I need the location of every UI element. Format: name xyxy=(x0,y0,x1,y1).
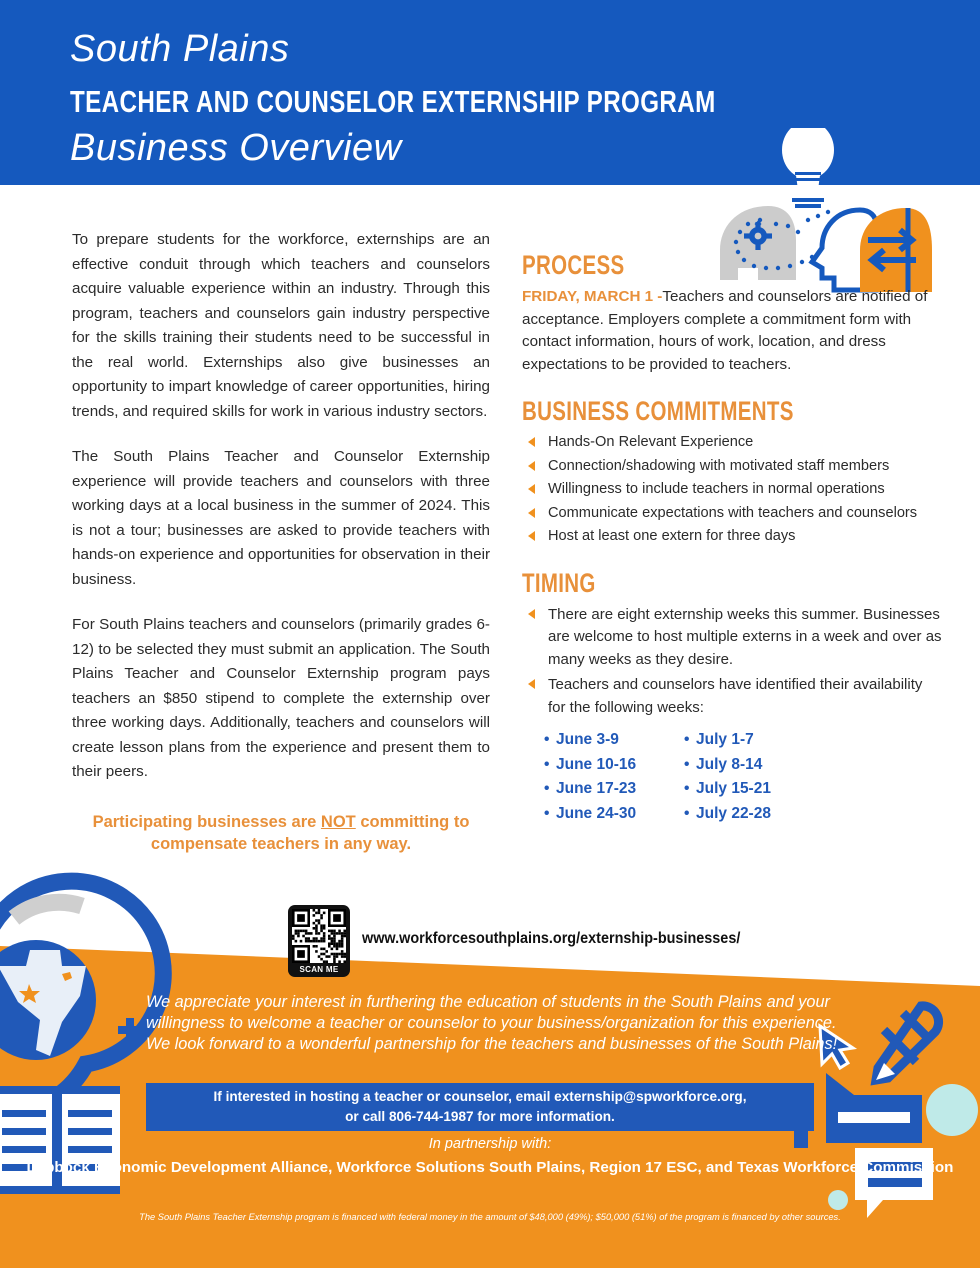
week-bullet-icon: • xyxy=(684,755,690,773)
week-bullet-icon: • xyxy=(684,731,690,748)
week-bullet-icon: • xyxy=(544,804,550,822)
notice-pre-text: Participating businesses are xyxy=(92,812,321,831)
commitment-item-label: Willingness to include teachers in normal operations xyxy=(548,481,885,497)
funding-disclaimer: The South Plains Teacher Externship program is financed with federal money in the amount of $48,000 (49%); $50,000 (51%) of the program is financed by other sources. xyxy=(139,1212,841,1223)
contact-box[interactable] xyxy=(146,1083,814,1131)
week-bullet-icon: • xyxy=(544,731,550,748)
timing-item-label: Teachers and counselors have identified their availability for the following weeks: xyxy=(548,676,923,716)
week-entry-label: July 22-28 xyxy=(696,804,771,822)
week-entry-label: June 3-9 xyxy=(556,731,619,748)
week-entry-label: July 1-7 xyxy=(696,731,754,748)
partner-names: Lubbock Economic Development Alliance, Workforce Solutions South Plains, Region 17 ESC, and Texas Workforce Commission xyxy=(26,1159,954,1176)
week-bullet-icon: • xyxy=(544,780,550,797)
overview-paragraph-2: The South Plains Teacher and Counselor Externship experience will provide teachers and counselors with three working days at a local business in the summer of 2024. This is not a tour; businesses are asked to provide teachers with hands-on experience and opportunities for observation in their business. xyxy=(72,448,490,588)
commitments-heading: BUSINESS COMMITMENTS xyxy=(522,396,794,426)
overview-paragraph-3: For South Plains teachers and counselors (primarily grades 6-12) to be selected they must submit an application. The South Plains Teacher and Counselor Externship program pays teachers an $850 stipend to complete the externship over three working days. Additionally, teachers and counselors will create lesson plans from the experience and present them to their peers. xyxy=(72,616,490,780)
process-date-label: FRIDAY, MARCH 1 - xyxy=(522,288,663,305)
week-entry-label: June 17-23 xyxy=(556,780,637,797)
week-entry-label: June 24-30 xyxy=(556,804,637,822)
overview-paragraph-1: To prepare students for the workforce, externships are an effective conduit through which teachers and counselors acquire valuable experience within an industry. Through this program, teachers and counselors gain industry perspective for the skills training their students need to be successful in the real world. Externships also give businesses an opportunity to impart knowledge of career opportunities, hiring trends, and required skills for work in various industry sectors. xyxy=(72,231,490,420)
week-entry-label: July 8-14 xyxy=(696,755,763,773)
contact-line-2: or call 806-744-1987 for more information. xyxy=(345,1109,615,1124)
week-entry-label: June 10-16 xyxy=(556,755,637,773)
contact-text xyxy=(214,1087,747,1127)
notice-emphasis: NOT xyxy=(320,812,356,831)
process-heading: PROCESS xyxy=(522,250,625,280)
timing-heading: TIMING xyxy=(522,567,596,598)
commitment-item-label: Communicate expectations with teachers and counselors xyxy=(548,504,918,521)
timing-item-label: There are eight externship weeks this summer. Businesses are welcome to host multiple externs in a week and over as many weeks as they desire. xyxy=(548,605,942,668)
partnership-label: In partnership with: xyxy=(428,1136,552,1152)
page-title-line2: TEACHER AND COUNSELOR EXTERNSHIP PROGRAM xyxy=(70,84,716,119)
contact-line-1: If interested in hosting a teacher or counselor, email externship@spworkforce.org, xyxy=(213,1089,747,1104)
week-bullet-icon: • xyxy=(684,804,690,822)
commitment-item-label: Host at least one extern for three days xyxy=(548,528,796,544)
process-body-text: Teachers and counselors are notified of acceptance. Employers complete a commitment form with contact information, hours of work, location, and dress expectations to be provided to teachers. xyxy=(522,288,928,373)
appreciation-text: We appreciate your interest in furthering the education of students in the South Plains and your willingness to welcome a teacher or counselor to your business/organization for this experience. We look forward to a wonderful partnership for the teachers and businesses of the South Plains! xyxy=(146,993,838,1053)
page-title-line3: Business Overview xyxy=(70,127,402,169)
commitment-item-label: Connection/shadowing with motivated staff members xyxy=(548,457,890,474)
week-entry-label: July 15-21 xyxy=(696,780,771,797)
website-url[interactable]: www.workforcesouthplains.org/externship-businesses/ xyxy=(362,930,741,947)
week-bullet-icon: • xyxy=(544,755,550,773)
week-bullet-icon: • xyxy=(684,780,690,797)
notice-post-text: committing to compensate teachers in any way. xyxy=(150,812,470,853)
page-title-line1: South Plains xyxy=(70,28,290,70)
qr-label: SCAN ME xyxy=(299,965,339,974)
commitment-item-label: Hands-On Relevant Experience xyxy=(548,434,754,450)
